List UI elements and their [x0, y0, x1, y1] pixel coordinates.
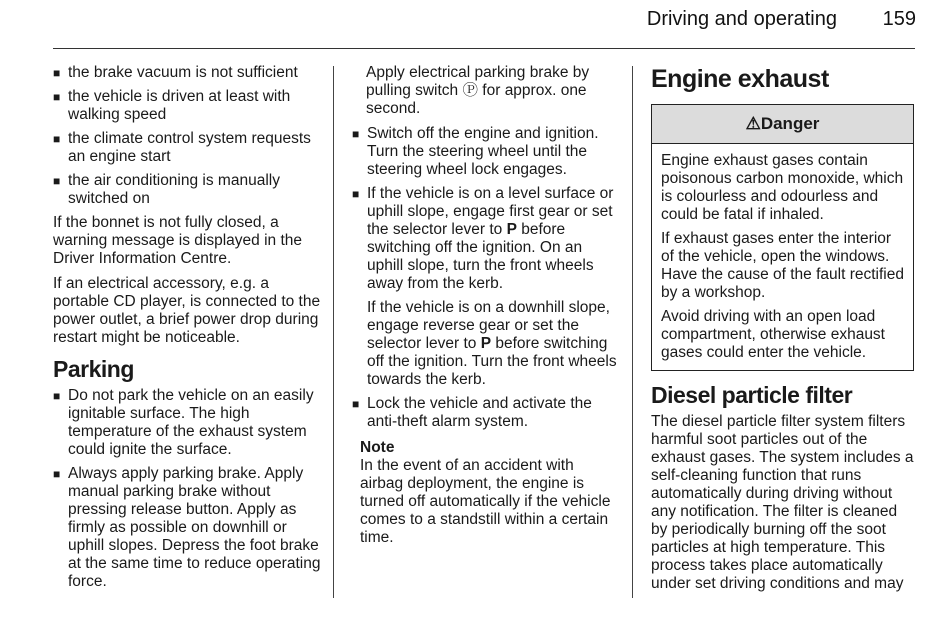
list-item: ■ the air conditioning is manually switched on [53, 172, 280, 207]
list-item: ■ the climate control system requests an engine start [53, 130, 311, 165]
danger-box [651, 104, 914, 371]
column-divider-2 [632, 66, 633, 598]
column-divider-1 [333, 66, 334, 598]
paragraph-diesel-filter: The diesel particle filter system filters harmful soot particles out of the exhaust gases. The system includes a self-cleaning function that runs automatically during driving without any notification. The filter is cleaned by periodically burning off the soot particles at high temperature. This process takes place automatically under set driving conditions and may [651, 413, 914, 592]
column-3 [651, 64, 914, 600]
bullet-icon: ■ [352, 187, 360, 201]
column-1 [53, 64, 325, 597]
bullet-icon: ■ [352, 127, 360, 141]
section-heading-diesel-filter: Diesel particle filter [651, 382, 853, 408]
list-item: ■ Always apply parking brake. Apply manual parking brake without pressing release button. Apply as firmly as possible on downhill or uphill slopes. Depress the foot brake at the same time to reduce operating force. [53, 465, 321, 590]
bullet-icon: ■ [53, 66, 61, 80]
parking-list [53, 387, 325, 591]
paragraph-electric-brake: Apply electrical parking brake by pulling switch Ⓟ for approx. one second. [366, 64, 590, 117]
danger-paragraph: Engine exhaust gases contain poisonous carbon monoxide, which is colourless and odourless and could be fatal if inhaled. [661, 152, 904, 223]
list-item: ■ If the vehicle is on a level surface or uphill slope, engage first gear or set the selector lever to P before switching off the ignition. On an uphill slope, turn the front wheels away from the kerb. If the vehicle is on a downhill slope, engage reverse gear or set the selector lever to P before switching off the ignition. Turn the front wheels towards the kerb. [352, 185, 620, 389]
bullet-icon: ■ [53, 132, 61, 146]
bullet-icon: ■ [53, 389, 61, 403]
bullet-icon: ■ [352, 397, 360, 411]
condition-list [53, 64, 325, 208]
page-number: 159 [882, 8, 916, 30]
paragraph-accessory: If an electrical accessory, e.g. a portable CD player, is connected to the power outlet, a brief power drop during restart might be noticeable. [53, 275, 321, 346]
danger-header [652, 105, 913, 144]
warning-triangle-icon: ⚠ [745, 114, 761, 133]
gear-p-label: P [506, 221, 517, 238]
danger-body [652, 144, 913, 370]
gear-p-label: P [480, 335, 492, 352]
danger-paragraph: If exhaust gases enter the interior of the vehicle, open the windows. Have the cause of the fault rectified by a workshop. [661, 230, 904, 301]
list-item: ■ Do not park the vehicle on an easily ignitable surface. The high temperature of the exhaust system could ignite the surface. [53, 387, 314, 458]
column-2 [352, 64, 620, 554]
list-item: ■ the vehicle is driven at least with walking speed [53, 88, 291, 123]
paragraph-bonnet: If the bonnet is not fully closed, a warning message is displayed in the Driver Information Centre. [53, 214, 302, 267]
section-heading-engine-exhaust: Engine exhaust [651, 65, 829, 93]
parking-steps-list [352, 125, 620, 431]
downhill-paragraph: If the vehicle is on a downhill slope, engage reverse gear or set the selector lever to P before switching off the ignition. Turn the front wheels towards the kerb. [367, 299, 617, 388]
danger-label: Danger [760, 114, 820, 133]
note-heading: Note [360, 439, 395, 456]
list-item: ■ Switch off the engine and ignition. Turn the steering wheel until the steering wheel lock engages. [352, 125, 599, 178]
running-header-section: Driving and operating [646, 8, 837, 30]
header-divider [53, 48, 915, 49]
danger-paragraph: Avoid driving with an open load compartment, otherwise exhaust gases could enter the vehicle. [661, 308, 885, 361]
list-item: ■ Lock the vehicle and activate the anti-theft alarm system. [352, 395, 592, 430]
section-heading-parking: Parking [53, 356, 134, 382]
bullet-icon: ■ [53, 174, 61, 188]
bullet-icon: ■ [53, 90, 61, 104]
list-item: ■ the brake vacuum is not sufficient [53, 64, 298, 81]
bullet-icon: ■ [53, 467, 61, 481]
note-text: In the event of an accident with airbag deployment, the engine is turned off automatically if the vehicle comes to a standstill within a certain time. [360, 457, 611, 546]
